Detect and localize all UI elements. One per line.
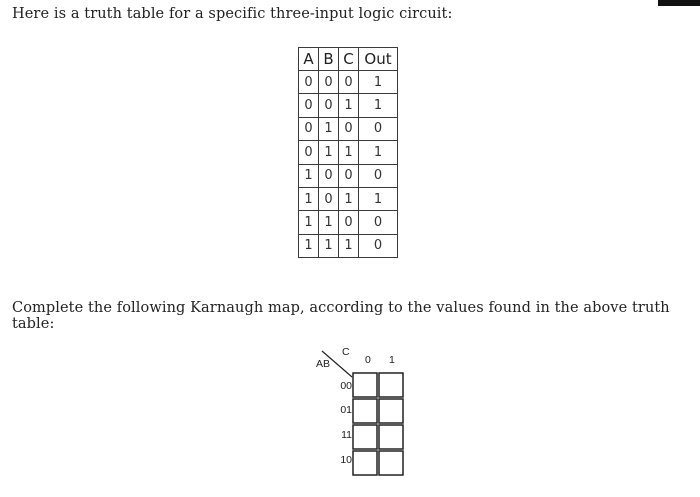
table-row	[299, 71, 398, 94]
cell-a: 1	[299, 211, 319, 234]
cell-b: 0	[319, 187, 339, 210]
cell-c: 1	[339, 187, 359, 210]
cell-a: 1	[299, 234, 319, 257]
kmap-row-label-01: 01	[340, 404, 352, 416]
header-c: C	[339, 48, 359, 71]
kmap-cell-11-0[interactable]	[353, 425, 377, 449]
cell-out: 1	[359, 94, 398, 117]
kmap-cell-01-1[interactable]	[379, 399, 403, 423]
kmap-row-label-11: 11	[341, 429, 352, 441]
kmap-row-variable: AB	[316, 358, 331, 370]
kmap-cell-10-0[interactable]	[353, 451, 377, 475]
cell-out: 0	[359, 211, 398, 234]
karnaugh-map	[312, 345, 422, 480]
table-row	[299, 187, 398, 210]
kmap-row-label-00: 00	[340, 380, 352, 392]
kmap-cell-10-1[interactable]	[379, 451, 403, 475]
header-a: A	[299, 48, 319, 71]
header-b: B	[319, 48, 339, 71]
cell-a: 1	[299, 187, 319, 210]
header-out: Out	[359, 48, 398, 71]
kmap-cell-00-0[interactable]	[353, 373, 377, 397]
cell-b: 0	[319, 164, 339, 187]
cell-a: 0	[299, 141, 319, 164]
kmap-cell-01-0[interactable]	[353, 399, 377, 423]
cell-c: 1	[339, 94, 359, 117]
cell-b: 0	[319, 94, 339, 117]
kmap-col-label-0: 0	[365, 354, 371, 366]
truth-table-header-row	[299, 48, 398, 71]
kmap-col-label-1: 1	[389, 354, 395, 366]
cell-c: 0	[339, 164, 359, 187]
table-row	[299, 94, 398, 117]
cell-a: 0	[299, 71, 319, 94]
kmap-col-variable: C	[342, 346, 350, 358]
table-row	[299, 141, 398, 164]
table-row	[299, 234, 398, 257]
cell-out: 1	[359, 71, 398, 94]
truth-table	[298, 47, 398, 258]
cell-c: 0	[339, 71, 359, 94]
cell-c: 1	[339, 141, 359, 164]
cell-c: 1	[339, 234, 359, 257]
cell-out: 0	[359, 164, 398, 187]
table-row	[299, 117, 398, 140]
cell-out: 0	[359, 234, 398, 257]
instruction-text: Complete the following Karnaugh map, according to the values found in the above truth table:	[12, 300, 670, 332]
cell-b: 1	[319, 117, 339, 140]
cell-b: 1	[319, 141, 339, 164]
cell-out: 0	[359, 117, 398, 140]
cell-a: 0	[299, 117, 319, 140]
cell-out: 1	[359, 141, 398, 164]
kmap-cell-11-1[interactable]	[379, 425, 403, 449]
cell-a: 0	[299, 94, 319, 117]
cell-a: 1	[299, 164, 319, 187]
cell-c: 0	[339, 211, 359, 234]
cell-b: 1	[319, 211, 339, 234]
kmap-cell-00-1[interactable]	[379, 373, 403, 397]
table-row	[299, 211, 398, 234]
cell-b: 0	[319, 71, 339, 94]
top-right-bar	[658, 0, 700, 6]
cell-b: 1	[319, 234, 339, 257]
question-text: Here is a truth table for a specific three-input logic circuit:	[12, 6, 453, 22]
kmap-row-label-10: 10	[340, 454, 352, 466]
cell-out: 1	[359, 187, 398, 210]
table-row	[299, 164, 398, 187]
cell-c: 0	[339, 117, 359, 140]
